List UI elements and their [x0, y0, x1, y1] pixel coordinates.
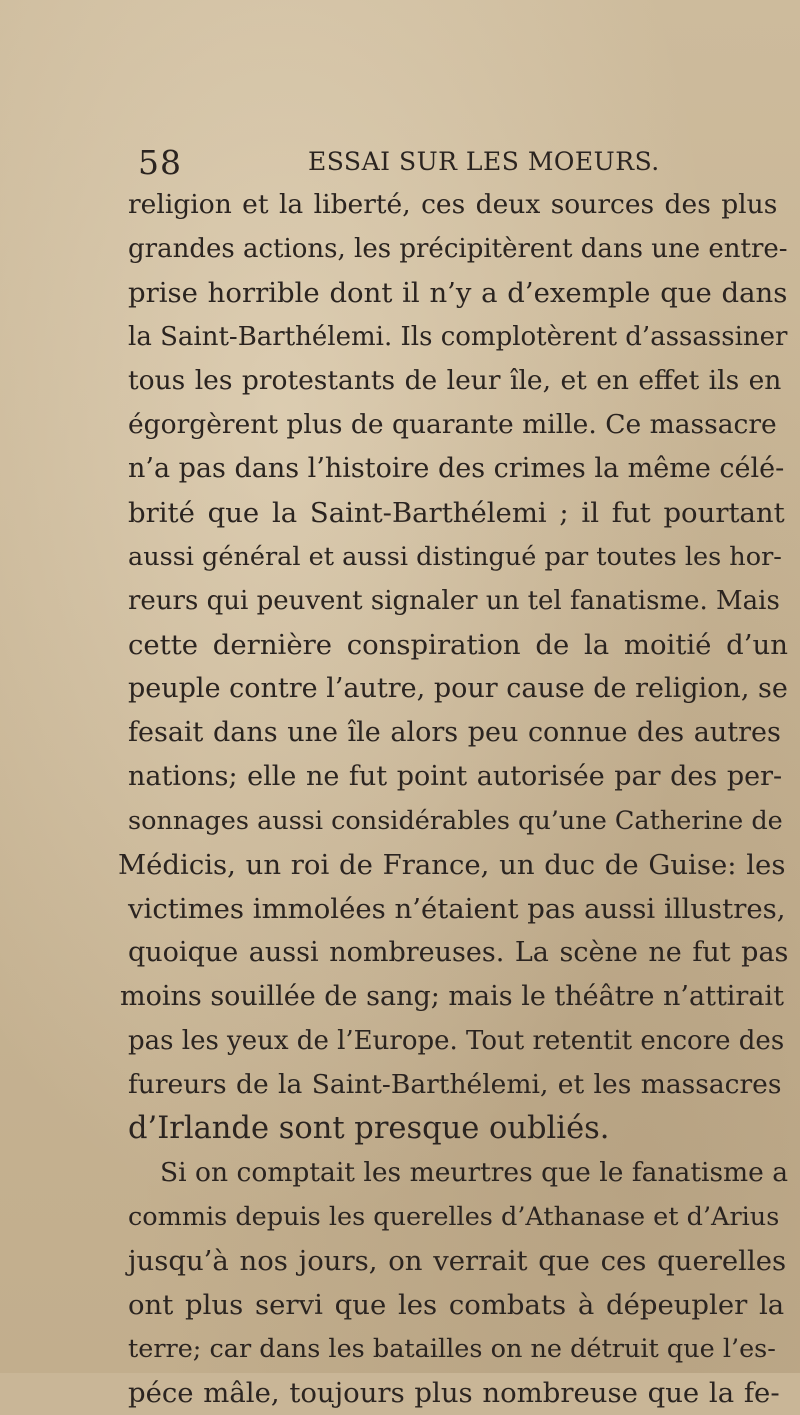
text-line: prise horrible dont il n’y a d’exemple que dans: [128, 277, 788, 309]
text-line: Médicis, un roi de France, un duc de Guise: les: [118, 849, 786, 881]
text-line: la Saint-Barthélemi. Ils complotèrent d’assassiner: [128, 322, 788, 352]
text-line: cette dernière conspiration de la moitié d’un: [128, 629, 788, 661]
text-line: brité que la Saint-Barthélemi ; il fut pourtant: [128, 497, 785, 529]
text-line: jusqu’à nos jours, on verrait que ces querelles: [128, 1245, 787, 1277]
text-line: péce mâle, toujours plus nombreuse que la fe-: [128, 1377, 780, 1409]
text-line: ont plus servi que les combats à dépeupler la: [128, 1289, 785, 1321]
text-line: grandes actions, les précipitèrent dans une entre-: [128, 234, 788, 264]
text-line: quoique aussi nombreuses. La scène ne fut pas: [128, 937, 789, 968]
page-number: 58: [138, 143, 182, 182]
text-line: terre; car dans les batailles on ne détruit que l’es-: [128, 1334, 776, 1364]
text-line: d’Irlande sont presque oubliés.: [128, 1111, 610, 1146]
text-line: reurs qui peuvent signaler un tel fanatisme. Mais: [128, 586, 780, 616]
text-line: fesait dans une île alors peu connue des autres: [128, 717, 781, 748]
text-line: égorgèrent plus de quarante mille. Ce massacre: [128, 409, 777, 440]
text-line: aussi général et aussi distingué par toutes les hor-: [128, 542, 782, 572]
text-line: victimes immolées n’étaient pas aussi illustres,: [128, 893, 786, 925]
text-line: tous les protestants de leur île, et en effet ils en: [128, 365, 782, 396]
text-line: commis depuis les querelles d’Athanase et d’Arius: [128, 1202, 780, 1232]
text-line: religion et la liberté, ces deux sources des plus: [128, 189, 778, 220]
page-header: [138, 143, 698, 183]
text-line: nations; elle ne fut point autorisée par des per-: [128, 761, 783, 792]
text-line: fureurs de la Saint-Barthélemi, et les massacres: [128, 1069, 782, 1100]
text-line: Si on comptait les meurtres que le fanatisme a: [160, 1157, 789, 1188]
text-line: pas les yeux de l’Europe. Tout retentit encore des: [128, 1026, 785, 1056]
running-title: ESSAI SUR LES MOEURS.: [308, 147, 660, 176]
text-line: peuple contre l’autre, pour cause de religion, se: [128, 673, 788, 704]
text-line: n’a pas dans l’histoire des crimes la même célé-: [128, 453, 785, 484]
text-line: moins souillée de sang; mais le théâtre n’attirait: [120, 981, 784, 1012]
text-line: sonnages aussi considérables qu’une Catherine de: [128, 806, 783, 836]
